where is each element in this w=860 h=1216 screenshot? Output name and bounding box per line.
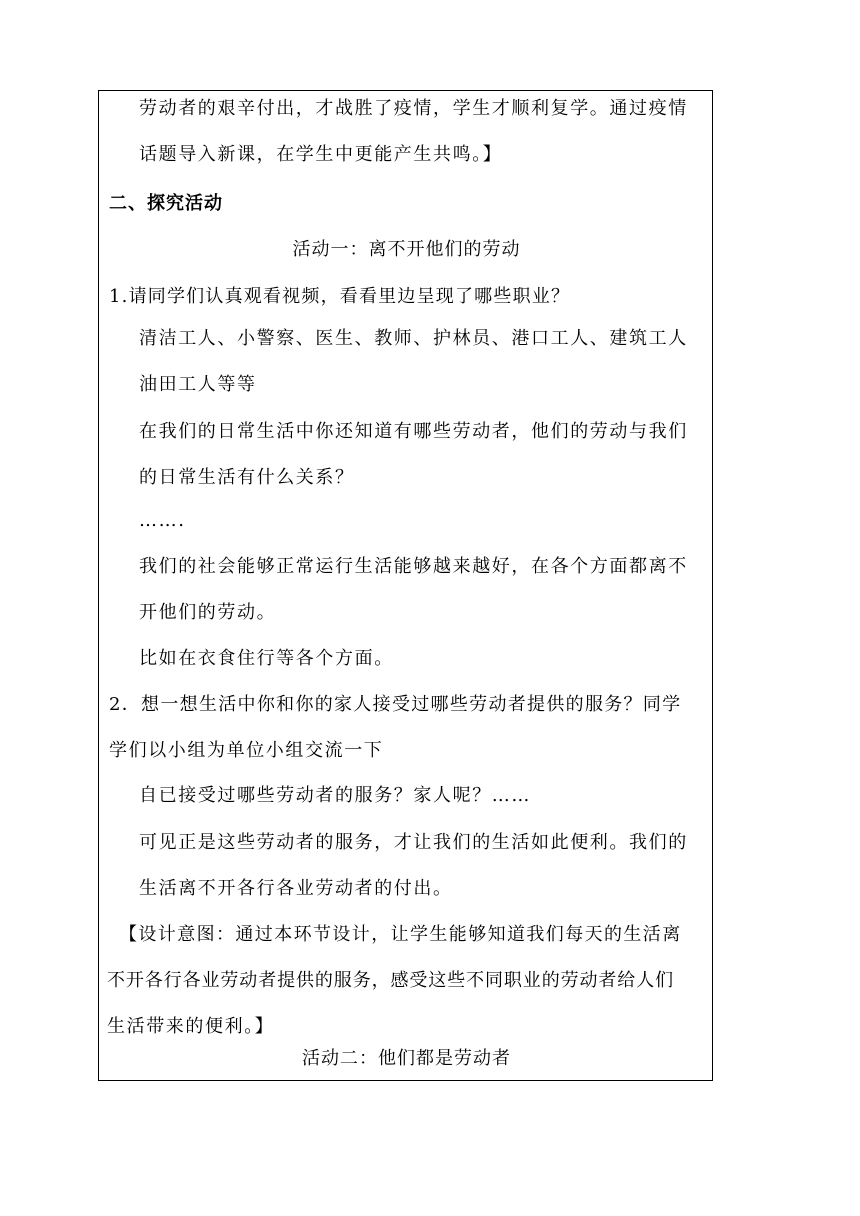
document-table-cell xyxy=(98,90,713,1081)
paragraph-line: 的日常生活有什么关系？ xyxy=(139,467,355,488)
paragraph-line: 比如在衣食住行等各个方面。 xyxy=(139,648,394,669)
activity-title: 活动二：他们都是劳动者 xyxy=(302,1048,511,1069)
design-intent-line: 不开各行各业劳动者提供的服务，感受这些不同职业的劳动者给人们 xyxy=(107,970,674,991)
question-line: 2．想一想生活中你和你的家人接受过哪些劳动者提供的服务？同学 xyxy=(109,694,682,715)
paragraph-line: 话题导入新课，在学生中更能产生共鸣。】 xyxy=(139,144,503,165)
paragraph-line: 我们的社会能够正常运行生活能够越来越好，在各个方面都离不 xyxy=(139,556,688,577)
paragraph-line: 油田工人等等 xyxy=(139,374,257,395)
paragraph-line: 开他们的劳动。 xyxy=(139,602,277,623)
paragraph-line: 学们以小组为单位小组交流一下 xyxy=(109,740,384,761)
ellipsis-line: ……. xyxy=(139,510,186,531)
paragraph-line: 生活离不开各行各业劳动者的付出。 xyxy=(139,878,453,899)
activity-title: 活动一：离不开他们的劳动 xyxy=(292,239,521,260)
design-intent-line: 生活带来的便利。】 xyxy=(107,1016,275,1037)
paragraph-line: 劳动者的艰辛付出，才战胜了疫情，学生才顺利复学。通过疫情 xyxy=(139,98,688,119)
paragraph-line: 在我们的日常生活中你还知道有哪些劳动者，他们的劳动与我们 xyxy=(139,421,688,442)
design-intent-line: 【设计意图：通过本环节设计，让学生能够知道我们每天的生活离 xyxy=(119,924,682,945)
paragraph-line: 清洁工人、小警察、医生、教师、护林员、港口工人、建筑工人 xyxy=(139,328,688,349)
paragraph-line: 可见正是这些劳动者的服务，才让我们的生活如此便利。我们的 xyxy=(139,832,688,853)
paragraph-line: 自已接受过哪些劳动者的服务？家人呢？…… xyxy=(139,785,531,806)
question-line: 1.请同学们认真观看视频，看看里边呈现了哪些职业？ xyxy=(109,286,571,307)
section-heading: 二、探究活动 xyxy=(109,193,223,214)
